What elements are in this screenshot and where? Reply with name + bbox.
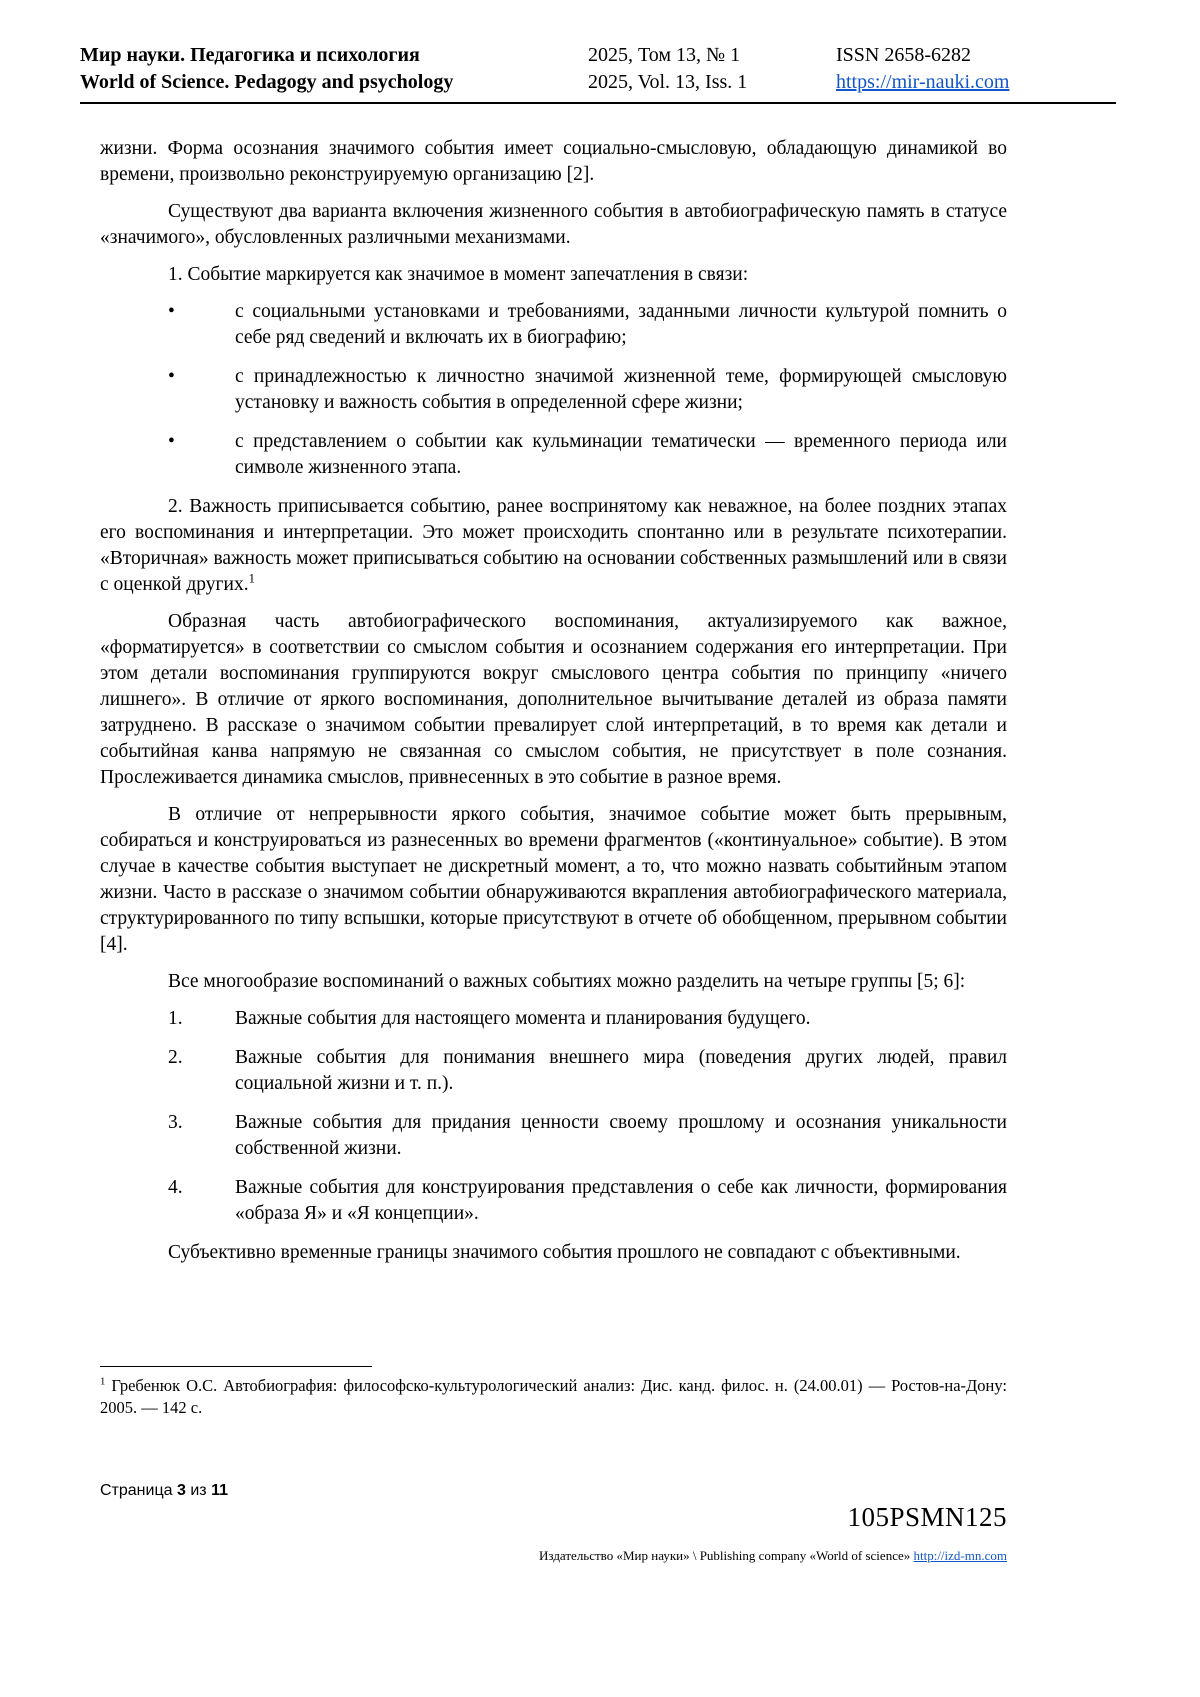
footnote-marker: 1 [100, 1375, 106, 1388]
paragraph-with-footnote [100, 494, 1007, 598]
list-number: 4. [168, 1177, 183, 1198]
bullet-list [100, 299, 1007, 481]
bullet-list-item [100, 364, 1007, 416]
footnote-reference: 1 [248, 571, 255, 586]
issn-block [836, 42, 1116, 96]
journal-title-block [80, 42, 588, 96]
numbered-list-item [100, 1110, 1007, 1162]
publisher-line [100, 1548, 1007, 1564]
issue-line-ru: 2025, Том 13, № 1 [588, 44, 741, 66]
paragraph: жизни. Форма осознания значимого события имеет социально-смысловую, обладающую динамикой во времени, произвольно реконструируемую организацию [2]. [100, 138, 1007, 185]
numbered-list-item [100, 1175, 1007, 1227]
bullet-item-text: с социальными установками и требованиями, заданными личности культурой помнить о себе ряд сведений и включать их в биографию; [235, 301, 1007, 348]
numbered-item-text: Важные события для настоящего момента и планирования будущего. [235, 1008, 811, 1029]
numbered-item-text: Важные события для понимания внешнего мира (поведения других людей, правил социальной жизни и т. п.). [235, 1047, 1007, 1094]
footnote-text: Гребенюк О.С. Автобиография: философско-культурологический анализ: Дис. канд. филос. н. (24.00.01) — Ростов-на-Дону: 2005. — 142 с. [100, 1376, 1007, 1417]
numbered-list-item [100, 1006, 1007, 1032]
journal-title-en: World of Science. Pedagogy and psychology [80, 71, 454, 93]
document-code: 105PSMN125 [847, 1502, 1007, 1532]
issn-label: ISSN 2658-6282 [836, 44, 972, 66]
list-number: 1. [168, 1008, 183, 1029]
list-number: 3. [168, 1112, 183, 1133]
paragraph: Субъективно временные границы значимого события прошлого не совпадают с объективными. [168, 1242, 961, 1263]
numbered-list-item [100, 1045, 1007, 1097]
of-word: из [190, 1482, 207, 1499]
bullet-item-text: с принадлежностью к личностно значимой жизненной теме, формирующей смысловую установку и важность события в определенной сфере жизни; [235, 366, 1007, 413]
list-number: 2. [168, 1047, 183, 1068]
journal-url-link[interactable]: https://mir-nauki.com [836, 71, 1010, 93]
paragraph: В отличие от непрерывности яркого события, значимое событие может быть прерывным, собираться и конструироваться из разнесенных во времени фрагментов («континуальное» событие). В этом случае в качестве события выступает не дискретный момент, а то, что можно назвать событийным этапом жизни. Часто в рассказе о значимом событии обнаруживаются вкрапления автобиографического материала, структурированного по типу вспышки, которые присутствуют в отчете об обобщенном, прерывном событии [4]. [100, 804, 1007, 955]
numbered-list [100, 1006, 1007, 1227]
numbered-item-text: Важные события для конструирования представления о себе как личности, формирования «образа Я» и «Я концепции». [235, 1177, 1007, 1224]
bullet-item-text: с представлением о событии как кульминации тематически — временного периода или символе жизненного этапа. [235, 431, 1007, 478]
page-number-label [100, 1482, 228, 1500]
journal-header-columns [80, 42, 1116, 96]
footnote-divider [100, 1366, 372, 1367]
journal-header [80, 42, 1116, 104]
total-pages: 11 [211, 1482, 228, 1499]
journal-title-ru: Мир науки. Педагогика и психология [80, 44, 420, 66]
bullet-list-item [100, 429, 1007, 481]
paragraph-text: 2. Важность приписывается событию, ранее воспринятому как неважное, на более поздних этапах его воспоминания и интерпретации. Это может происходить спонтанно или в результате психотерапии. «Вторичная» важность может приписываться событию на основании собственных размышлений или в связи с оценкой других. [100, 496, 1007, 595]
issue-line-en: 2025, Vol. 13, Iss. 1 [588, 71, 748, 93]
publisher-text: Издательство «Мир науки» \ Publishing company «World of science» [539, 1548, 911, 1563]
bullet-icon: • [168, 431, 175, 452]
bullet-icon: • [168, 366, 175, 387]
article-body [100, 136, 1007, 1277]
paragraph: Существуют два варианта включения жизненного события в автобиографическую память в статусе «значимого», обусловленных различными механизмами. [100, 201, 1007, 248]
paragraph: Все многообразие воспоминаний о важных событиях можно разделить на четыре группы [5; 6]: [168, 971, 966, 992]
page-number: 3 [176, 1482, 186, 1499]
page-word: Страница [100, 1482, 173, 1499]
paragraph: 1. Событие маркируется как значимое в момент запечатления в связи: [168, 264, 749, 285]
bullet-list-item [100, 299, 1007, 351]
journal-url-line [836, 69, 1116, 96]
issue-info-block [588, 42, 836, 96]
footnote-text-line [100, 1375, 1007, 1419]
paragraph: Образная часть автобиографического воспоминания, актуализируемого как важное, «форматируется» в соответствии со смыслом события и осознанием содержания его интерпретации. При этом детали воспоминания группируются вокруг смыслового центра события по принципу «ничего лишнего». В отличие от яркого воспоминания, дополнительное вычитывание деталей из образа памяти затруднено. В рассказе о значимом событии превалирует слой интерпретаций, в то время как детали и событийная канва напрямую не связанная со смыслом события, не присутствует в поле сознания. Прослеживается динамика смыслов, привнесенных в это событие в разное время. [100, 611, 1007, 788]
publisher-url-link[interactable]: http://izd-mn.com [913, 1548, 1007, 1563]
footnote-block [100, 1366, 1007, 1419]
header-divider [80, 102, 1116, 104]
numbered-item-text: Важные события для придания ценности своему прошлому и осознания уникальности собственной жизни. [235, 1112, 1007, 1159]
bullet-icon: • [168, 301, 175, 322]
